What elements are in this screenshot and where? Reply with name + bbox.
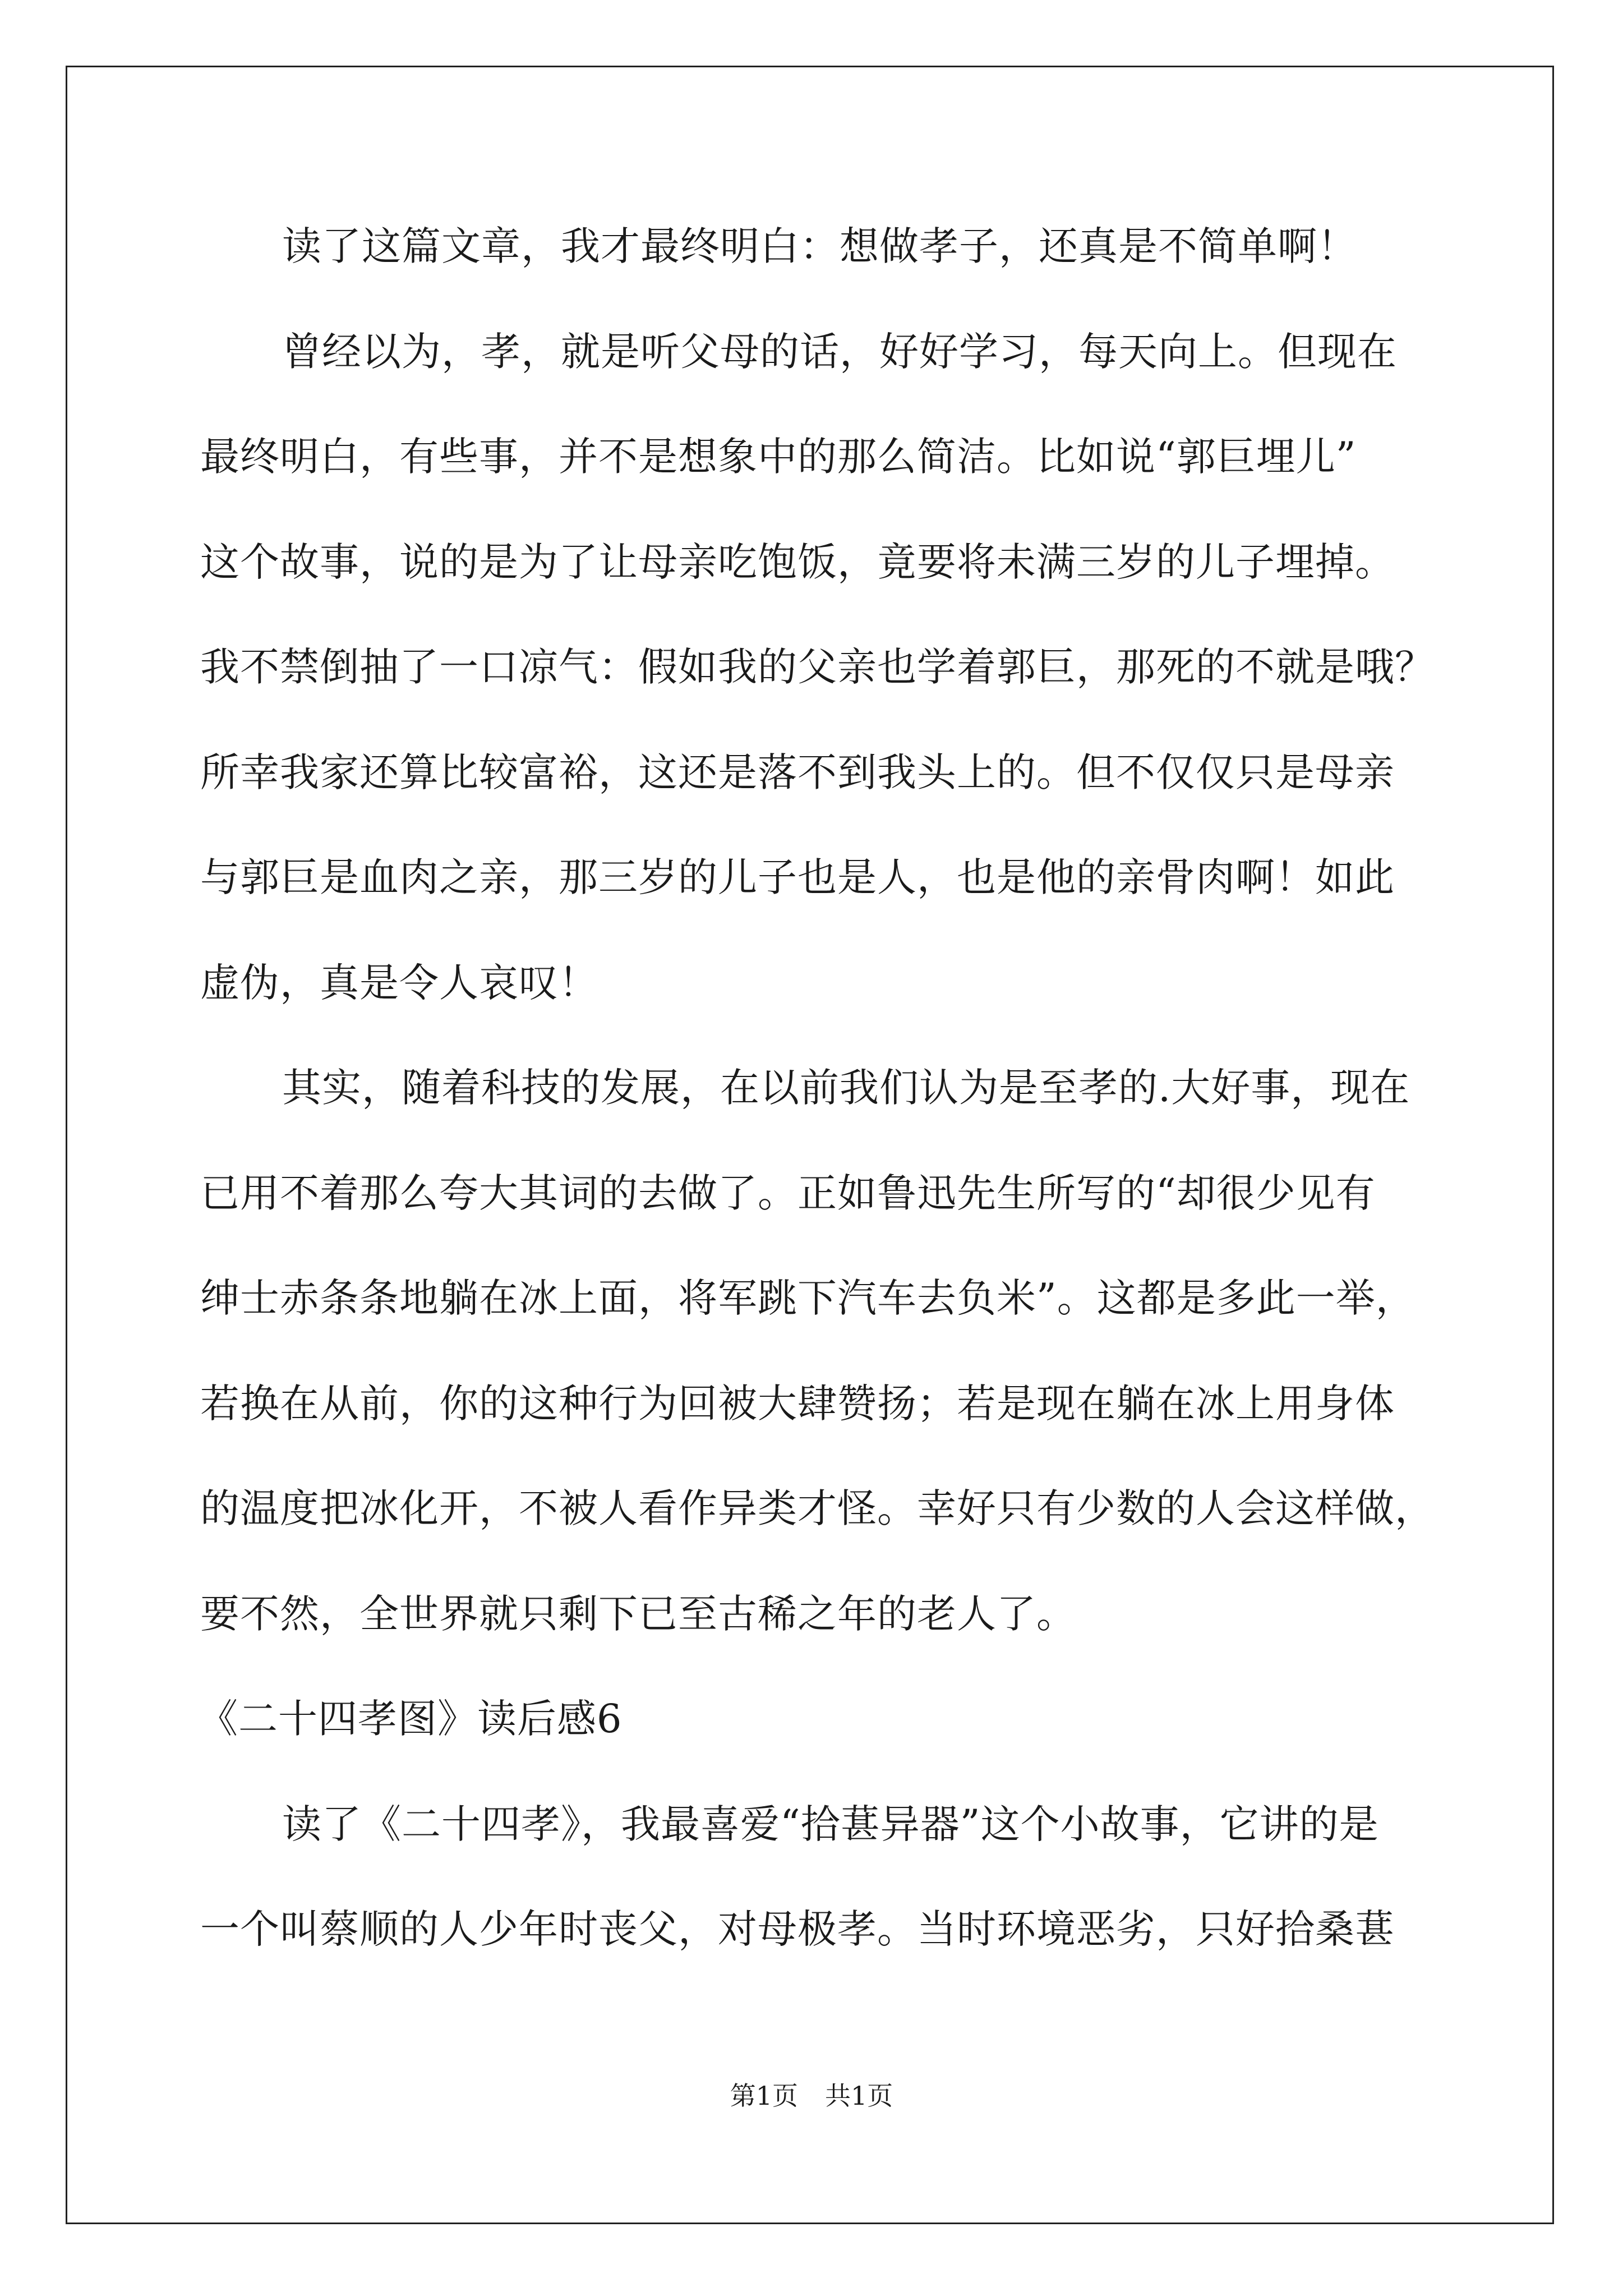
page-footer	[0, 2080, 1623, 2111]
paragraph-line: 虚伪，真是令人哀叹！	[200, 959, 598, 1006]
paragraph-line: 绅士赤条条地躺在冰上面，将军跳下汽车去负米”。这都是多此一举，	[200, 1275, 1415, 1321]
paragraph-line: 最终明白，有些事，并不是想象中的那么简洁。比如说“郭巨埋儿”	[200, 434, 1357, 480]
paragraph-line: 要不然，全世界就只剩下已至古稀之年的老人了。	[200, 1590, 1076, 1637]
paragraph-line: 曾经以为，孝，就是听父母的话，好好学习，每天向上。但现在	[282, 328, 1397, 375]
paragraph-line: 若换在从前，你的这种行为回被大肆赞扬；若是现在躺在冰上用身体	[200, 1380, 1395, 1427]
paragraph-line: 其实，随着科技的发展，在以前我们认为是至孝的.大好事，现在	[282, 1065, 1410, 1111]
document-body	[200, 219, 1434, 2007]
page-number-total: 共1页	[825, 2081, 893, 2111]
paragraph-line: 这个故事，说的是为了让母亲吃饱饭，竟要将未满三岁的儿子埋掉。	[200, 539, 1395, 585]
section-heading: 《二十四孝图》读后感6	[199, 1696, 623, 1742]
page-number-current: 第1页	[730, 2081, 798, 2111]
paragraph-line: 所幸我家还算比较富裕，这还是落不到我头上的。但不仅仅只是母亲	[200, 749, 1395, 795]
paragraph-line: 的温度把冰化开，不被人看作异类才怪。幸好只有少数的人会这样做，	[200, 1485, 1435, 1531]
paragraph-line: 我不禁倒抽了一口凉气：假如我的父亲也学着郭巨，那死的不就是哦？	[200, 644, 1435, 690]
paragraph-line: 与郭巨是血肉之亲，那三岁的儿子也是人，也是他的亲骨肉啊！如此	[200, 854, 1395, 900]
paragraph-line: 读了这篇文章，我才最终明白：想做孝子，还真是不简单啊！	[282, 223, 1357, 269]
paragraph-line: 一个叫蔡顺的人少年时丧父，对母极孝。当时环境恶劣，只好拾桑葚	[200, 1906, 1395, 1952]
paragraph-line: 读了《二十四孝》，我最喜爱“拾葚异器”这个小故事，它讲的是	[282, 1801, 1379, 1847]
paragraph-line: 已用不着那么夸大其词的去做了。正如鲁迅先生所写的“却很少见有	[200, 1170, 1376, 1216]
